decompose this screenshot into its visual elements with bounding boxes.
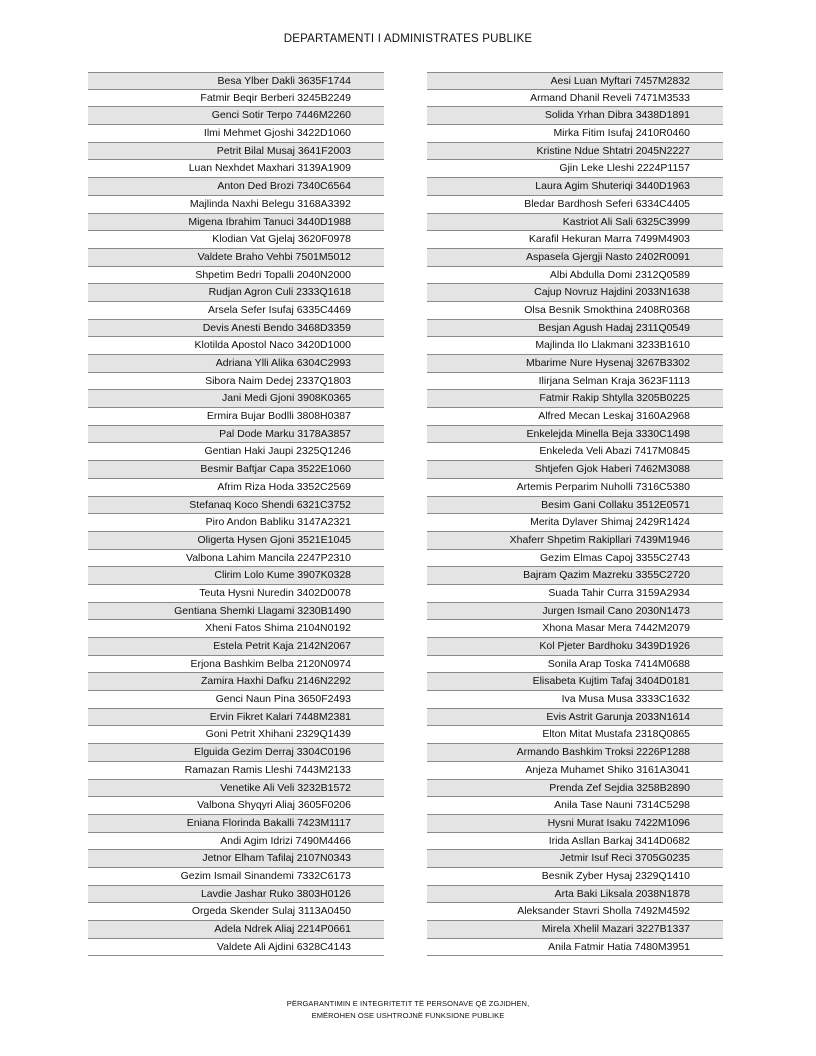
list-item: Shtjefen Gjok Haberi 7462M3088 <box>427 461 723 479</box>
list-item: Oligerta Hysen Gjoni 3521E1045 <box>88 532 384 550</box>
list-item: Anila Fatmir Hatia 7480M3951 <box>427 939 723 957</box>
list-item: Enkelejda Minella Beja 3330C1498 <box>427 426 723 444</box>
list-item: Afrim Riza Hoda 3352C2569 <box>88 479 384 497</box>
list-item: Jetnor Elham Tafilaj 2107N0343 <box>88 850 384 868</box>
list-item: Mirka Fitim Isufaj 2410R0460 <box>427 125 723 143</box>
list-item: Eniana Florinda Bakalli 7423M1117 <box>88 815 384 833</box>
list-item: Ramazan Ramis Lleshi 7443M2133 <box>88 762 384 780</box>
list-item: Besim Gani Collaku 3512E0571 <box>427 497 723 515</box>
list-item: Hysni Murat Isaku 7422M1096 <box>427 815 723 833</box>
list-item: Valbona Shyqyri Aliaj 3605F0206 <box>88 797 384 815</box>
list-item: Estela Petrit Kaja 2142N2067 <box>88 638 384 656</box>
list-item: Orgeda Skender Sulaj 3113A0450 <box>88 903 384 921</box>
list-item: Arsela Sefer Isufaj 6335C4469 <box>88 302 384 320</box>
page-title: DEPARTAMENTI I ADMINISTRATES PUBLIKE <box>283 33 533 45</box>
list-item: Evis Astrit Garunja 2033N1614 <box>427 709 723 727</box>
list-item: Albi Abdulla Domi 2312Q0589 <box>427 267 723 285</box>
list-item: Valdete Braho Vehbi 7501M5012 <box>88 249 384 267</box>
list-item: Besnik Zyber Hysaj 2329Q1410 <box>427 868 723 886</box>
list-item: Rudjan Agron Culi 2333Q1618 <box>88 284 384 302</box>
list-item: Luan Nexhdet Maxhari 3139A1909 <box>88 160 384 178</box>
list-item: Xhaferr Shpetim Rakipllari 7439M1946 <box>427 532 723 550</box>
list-item: Gentiana Shemki Llagami 3230B1490 <box>88 603 384 621</box>
list-item: Gjin Leke Lleshi 2224P1157 <box>427 160 723 178</box>
list-item: Gentian Haki Jaupi 2325Q1246 <box>88 443 384 461</box>
list-item: Jurgen Ismail Cano 2030N1473 <box>427 603 723 621</box>
footer-line-1: PËRGARANTIMIN E INTEGRITETIT TË PERSONAVE QË ZGJIDHEN, <box>286 999 530 1008</box>
list-item: Teuta Hysni Nuredin 3402D0078 <box>88 585 384 603</box>
list-item: Anton Ded Brozi 7340C6564 <box>88 178 384 196</box>
list-item: Besjan Agush Hadaj 2311Q0549 <box>427 320 723 338</box>
footer-line-2: EMËROHEN OSE USHTROJNË FUNKSIONE PUBLIKE <box>311 1011 505 1020</box>
list-item: Mbarime Nure Hysenaj 3267B3302 <box>427 355 723 373</box>
list-item: Cajup Novruz Hajdini 2033N1638 <box>427 284 723 302</box>
list-item: Bajram Qazim Mazreku 3355C2720 <box>427 567 723 585</box>
list-item: Klodian Vat Gjelaj 3620F0978 <box>88 231 384 249</box>
list-item: Olsa Besnik Smokthina 2408R0368 <box>427 302 723 320</box>
list-item: Sibora Naim Dedej 2337Q1803 <box>88 373 384 391</box>
list-item: Besmir Baftjar Capa 3522E1060 <box>88 461 384 479</box>
list-item: Adriana Ylli Alika 6304C2993 <box>88 355 384 373</box>
list-item: Elguida Gezim Derraj 3304C0196 <box>88 744 384 762</box>
list-item: Aesi Luan Myftari 7457M2832 <box>427 72 723 90</box>
list-item: Laura Agim Shuteriqi 3440D1963 <box>427 178 723 196</box>
list-item: Zamira Haxhi Dafku 2146N2292 <box>88 673 384 691</box>
list-item: Alfred Mecan Leskaj 3160A2968 <box>427 408 723 426</box>
list-item: Pal Dode Marku 3178A3857 <box>88 426 384 444</box>
list-item: Armando Bashkim Troksi 2226P1288 <box>427 744 723 762</box>
list-item: Ervin Fikret Kalari 7448M2381 <box>88 709 384 727</box>
list-item: Shpetim Bedri Topalli 2040N2000 <box>88 267 384 285</box>
list-item: Clirim Lolo Kume 3907K0328 <box>88 567 384 585</box>
list-item: Elisabeta Kujtim Tafaj 3404D0181 <box>427 673 723 691</box>
list-item: Majlinda Ilo Llakmani 3233B1610 <box>427 337 723 355</box>
list-item: Goni Petrit Xhihani 2329Q1439 <box>88 726 384 744</box>
list-item: Genci Naun Pina 3650F2493 <box>88 691 384 709</box>
list-item: Aspasela Gjergji Nasto 2402R0091 <box>427 249 723 267</box>
list-item: Ilmi Mehmet Gjoshi 3422D1060 <box>88 125 384 143</box>
list-item: Elton Mitat Mustafa 2318Q0865 <box>427 726 723 744</box>
list-item: Anjeza Muhamet Shiko 3161A3041 <box>427 762 723 780</box>
list-item: Petrit Bilal Musaj 3641F2003 <box>88 143 384 161</box>
right-name-list <box>427 72 723 956</box>
list-item: Migena Ibrahim Tanuci 3440D1988 <box>88 214 384 232</box>
list-item: Ilirjana Selman Kraja 3623F1113 <box>427 373 723 391</box>
list-item: Erjona Bashkim Belba 2120N0974 <box>88 656 384 674</box>
list-item: Valdete Ali Ajdini 6328C4143 <box>88 939 384 957</box>
list-item: Solida Yrhan Dibra 3438D1891 <box>427 107 723 125</box>
page-footer <box>0 998 816 1022</box>
list-item: Kastriot Ali Sali 6325C3999 <box>427 214 723 232</box>
list-item: Jetmir Isuf Reci 3705G0235 <box>427 850 723 868</box>
list-item: Irida Asllan Barkaj 3414D0682 <box>427 833 723 851</box>
list-item: Majlinda Naxhi Belegu 3168A3392 <box>88 196 384 214</box>
list-item: Gezim Elmas Capoj 3355C2743 <box>427 550 723 568</box>
list-item: Artemis Perparim Nuholli 7316C5380 <box>427 479 723 497</box>
list-item: Xhona Masar Mera 7442M2079 <box>427 620 723 638</box>
list-item: Genci Sotir Terpo 7446M2260 <box>88 107 384 125</box>
list-item: Stefanaq Koco Shendi 6321C3752 <box>88 497 384 515</box>
list-item: Valbona Lahim Mancila 2247P2310 <box>88 550 384 568</box>
list-item: Ermira Bujar Bodlli 3808H0387 <box>88 408 384 426</box>
list-item: Venetike Ali Veli 3232B1572 <box>88 780 384 798</box>
list-item: Merita Dylaver Shimaj 2429R1424 <box>427 514 723 532</box>
list-item: Karafil Hekuran Marra 7499M4903 <box>427 231 723 249</box>
list-item: Enkeleda Veli Abazi 7417M0845 <box>427 443 723 461</box>
list-item: Gezim Ismail Sinandemi 7332C6173 <box>88 868 384 886</box>
list-item: Piro Andon Babliku 3147A2321 <box>88 514 384 532</box>
list-item: Bledar Bardhosh Seferi 6334C4405 <box>427 196 723 214</box>
list-item: Besa Ylber Dakli 3635F1744 <box>88 72 384 90</box>
list-item: Kristine Ndue Shtatri 2045N2227 <box>427 143 723 161</box>
list-item: Armand Dhanil Reveli 7471M3533 <box>427 90 723 108</box>
list-item: Anila Tase Nauni 7314C5298 <box>427 797 723 815</box>
list-item: Fatmir Beqir Berberi 3245B2249 <box>88 90 384 108</box>
list-item: Mirela Xhelil Mazari 3227B1337 <box>427 921 723 939</box>
list-item: Devis Anesti Bendo 3468D3359 <box>88 320 384 338</box>
list-item: Kol Pjeter Bardhoku 3439D1926 <box>427 638 723 656</box>
list-item: Iva Musa Musa 3333C1632 <box>427 691 723 709</box>
list-item: Sonila Arap Toska 7414M0688 <box>427 656 723 674</box>
left-name-list <box>88 72 384 956</box>
list-item: Lavdie Jashar Ruko 3803H0126 <box>88 886 384 904</box>
list-item: Xheni Fatos Shima 2104N0192 <box>88 620 384 638</box>
list-item: Arta Baki Liksala 2038N1878 <box>427 886 723 904</box>
list-item: Andi Agim Idrizi 7490M4466 <box>88 833 384 851</box>
list-item: Prenda Zef Sejdia 3258B2890 <box>427 780 723 798</box>
list-item: Fatmir Rakip Shtylla 3205B0225 <box>427 390 723 408</box>
list-item: Suada Tahir Curra 3159A2934 <box>427 585 723 603</box>
list-item: Klotilda Apostol Naco 3420D1000 <box>88 337 384 355</box>
list-item: Aleksander Stavri Sholla 7492M4592 <box>427 903 723 921</box>
list-item: Adela Ndrek Aliaj 2214P0661 <box>88 921 384 939</box>
list-item: Jani Medi Gjoni 3908K0365 <box>88 390 384 408</box>
